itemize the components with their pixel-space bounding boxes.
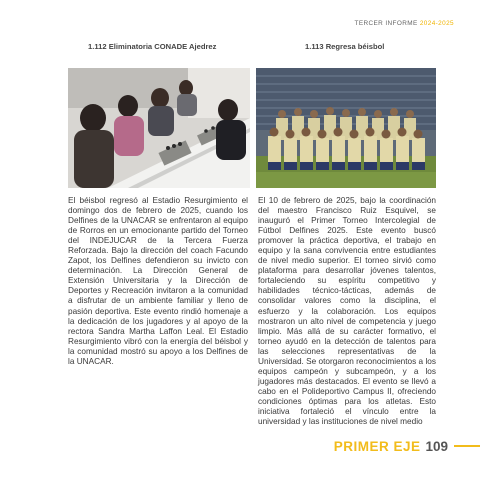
baseball-team-photo — [256, 68, 436, 188]
page-number: 109 — [425, 438, 448, 454]
article-paragraph-right: El 10 de febrero de 2025, bajo la coordinación del maestro Francisco Ruiz Esquivel, se inauguró el Primer Torneo Intercolegial de Fútbol Delfines 2025. Este evento buscó promover la práctica deportiva, el trabajo en equipo y la sana convivencia entre estudiantes de nivel medio superior. El torneo sirvió como plataforma para desarrollar jóvenes talentos, fortaleciendo su espíritu competitivo y habilidades técnico-tácticas, además de consolidar valores como la disciplina, el esfuerzo y la colaboración. Los equipos mostraron un alto nivel de competencia y juego limpio. Más allá de su carácter formativo, el torneo ayudó en la detección de talentos para las selecciones representativas de la Universidad. Se otorgaron reconocimientos a los equipos campeón y subcampeón, y a los jugadores más destacados. El evento se llevó a cabo en el Polideportivo Campus II, ofreciendo condiciones óptimas para los atletas. Esto iniciativa fortaleció el vínculo entre la universidad y las instituciones de nivel medio — [258, 196, 436, 427]
caption-chess: 1.112 Eliminatoria CONADE Ajedrez — [88, 42, 217, 51]
caption-baseball: 1.113 Regresa béisbol — [305, 42, 385, 51]
section-label: PRIMER EJE — [333, 438, 421, 454]
article-text-left — [68, 196, 248, 367]
report-header-label: TERCER INFORME — [354, 20, 418, 27]
report-header-years: 2024-2025 — [419, 20, 454, 27]
page-footer — [334, 436, 480, 456]
article-text-right — [258, 196, 436, 427]
report-header — [355, 20, 454, 27]
article-paragraph-left: El béisbol regresó al Estadio Resurgimiento el domingo dos de febrero de 2025, cuando los Delfines de la UNACAR se enfrentaron al equipo de Rorros en un emocionante partido del Torneo del INDEJUCAR de la Tercera Fuerza Reforzada. Bajo la dirección del coach Facundo Zapot, los Delfines defendieron su invicto con determinación. La Dirección General de Extensión Universitaria y la Dirección de Deportes y Recreación invitaron a la comunidad a disfrutar de un ambiente familiar y lleno de pasión deportiva. Este evento rindió homenaje a la dedicación de los jugadores y al apoyo de la rectora Sandra Martha Laffon Leal. El Estadio Resurgimiento vibró con la energía del béisbol y la comunidad mostró su apoyo a los Delfines de la UNACAR. — [68, 196, 248, 366]
footer-rule — [454, 445, 480, 447]
chess-tournament-photo — [68, 68, 250, 188]
